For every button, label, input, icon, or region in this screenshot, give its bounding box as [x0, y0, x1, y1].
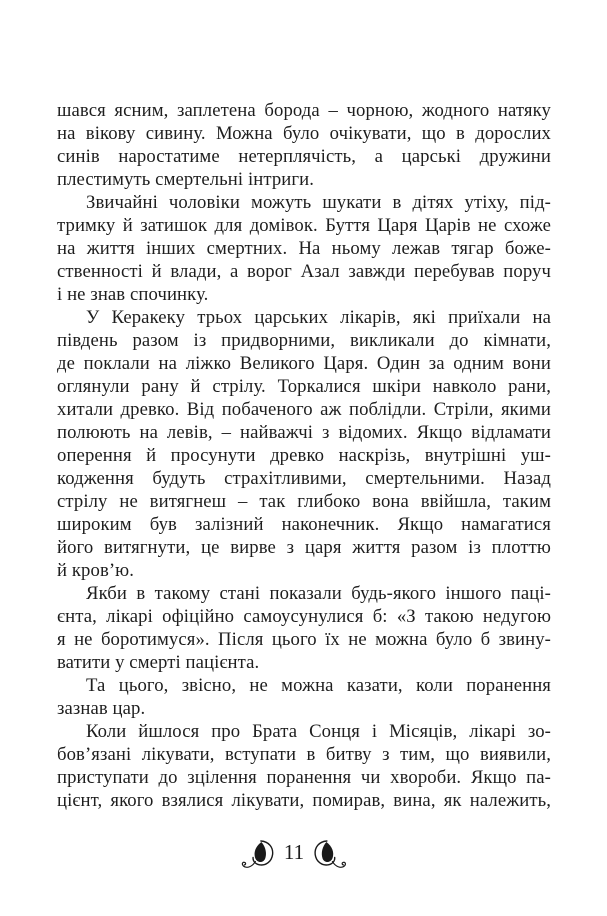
text-line: синів наростатиме нетерплячість, а царські дружини — [57, 146, 551, 167]
text-line: на вікову сивину. Можна було очікувати, що в дорослих — [57, 123, 551, 144]
text-line: стрілу не витягнеш – так глибоко вона ввійшла, таким — [57, 491, 551, 512]
text-line: зазнав цар. — [57, 698, 146, 719]
text-line: У Керакеку трьох царських лікарів, які приїхали на — [86, 307, 551, 328]
text-line: його витягнути, це вирве з царя життя разом із плоттю — [57, 537, 551, 558]
text-line: ственності й влади, а ворог Азал завжди перебував поруч — [57, 261, 551, 282]
text-line: приступати до зцілення поранення чи хвороби. Якщо па- — [57, 767, 551, 788]
text-line: цієнт, якого взялися лікувати, помирав, вина, як належить, — [57, 790, 551, 811]
text-line: де поклали на ліжко Великого Царя. Один за одним вони — [57, 353, 551, 374]
text-line: ватити у смерті пацієнта. — [57, 652, 260, 673]
text-line: полюють на левів, – найважчі з відомих. Якщо відламати — [57, 422, 551, 443]
paragraph — [57, 99, 551, 191]
text-line: бов’язані лікувати, вступати в битву з тим, що виявили, — [57, 744, 551, 765]
text-line: Звичайні чоловіки можуть шукати в дітях утіху, під- — [86, 192, 551, 213]
text-line: єнта, лікарі офіційно самоусунулися б: «З такою недугою — [57, 606, 551, 627]
paragraph — [57, 582, 551, 674]
page-number: 11 — [283, 839, 305, 864]
text-line: я не боротимуся». Після цього їх не можна було б звину- — [57, 629, 551, 650]
text-line: оглянули рану й стрілу. Торкалися шкіри навколо рани, — [57, 376, 551, 397]
leaf-flourish-left-icon — [240, 840, 277, 871]
text-line: шався ясним, заплетена борода – чорною, жодного натяку — [57, 100, 551, 121]
text-line: і не знав спочинку. — [57, 284, 209, 305]
paragraph — [57, 674, 551, 720]
text-line: на життя інших смертних. На ньому лежав тягар боже- — [57, 238, 551, 259]
text-line: хитали древко. Від побаченого аж поблідли. Стріли, якими — [57, 399, 551, 420]
paragraph — [57, 306, 551, 582]
text-line: плестимуть смертельні інтриги. — [57, 169, 315, 190]
text-line: й кров’ю. — [57, 560, 135, 581]
page-footer — [240, 840, 348, 871]
text-line: південь разом із придворними, викликали до кімнати, — [57, 330, 551, 351]
paragraph — [57, 191, 551, 306]
leaf-flourish-right-icon — [311, 840, 348, 871]
text-line: оперення й просунути древко наскрізь, внутрішні уш- — [57, 445, 551, 466]
text-line: тримку й затишок для домівок. Буття Царя Царів не схоже — [57, 215, 551, 236]
text-line: Якби в такому стані показали будь-якого іншого паці- — [86, 583, 551, 604]
text-line: кодження будуть страхітливими, смертельними. Назад — [57, 468, 551, 489]
paragraph — [57, 720, 551, 812]
text-line: широким був залізний наконечник. Якщо намагатися — [57, 514, 551, 535]
page-text — [57, 99, 551, 812]
text-line: Та цього, звісно, не можна казати, коли поранення — [86, 675, 551, 696]
text-line: Коли йшлося про Брата Сонця і Місяців, лікарі зо- — [86, 721, 551, 742]
